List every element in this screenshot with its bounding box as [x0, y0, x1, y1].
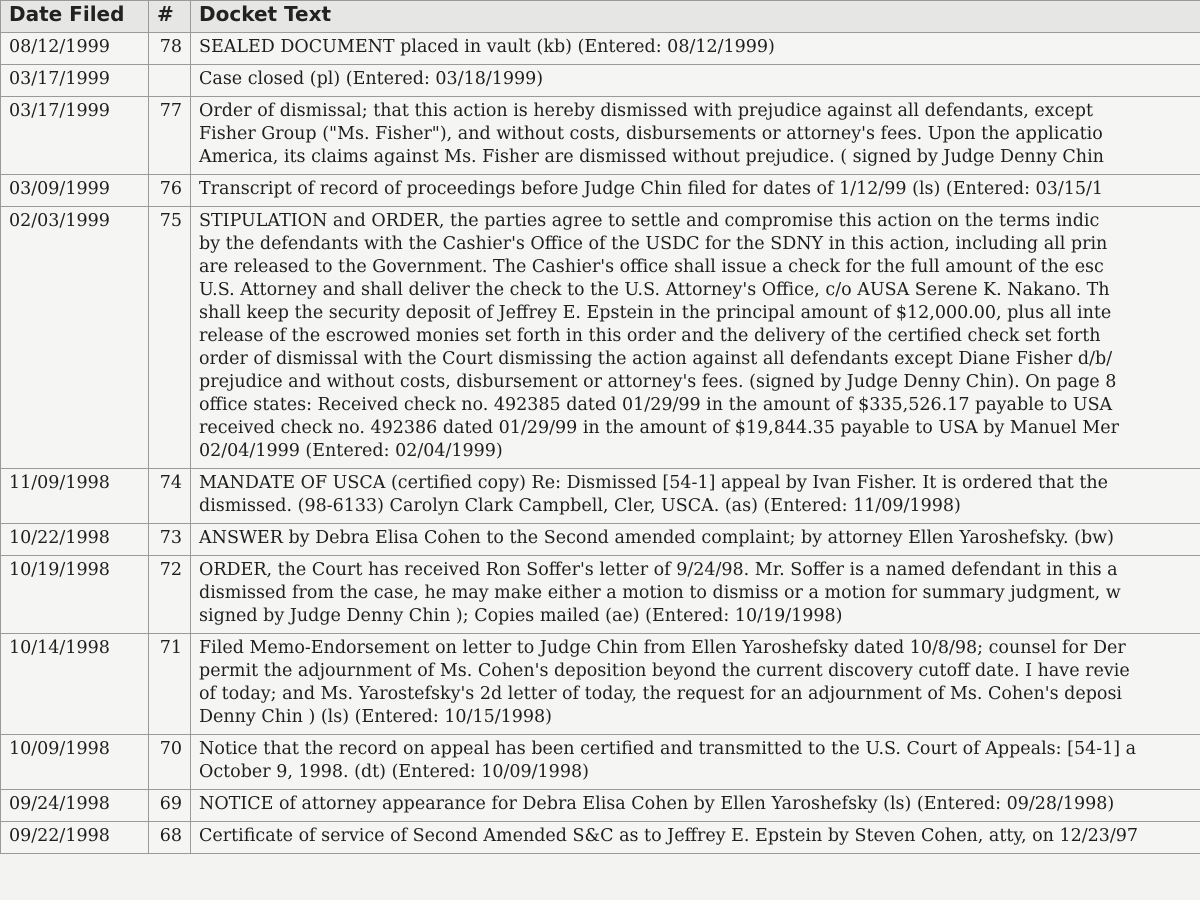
docket-text-cell — [191, 65, 1200, 97]
header-number: # — [149, 1, 191, 33]
docket-number-cell: 70 — [149, 735, 191, 790]
table-row — [1, 469, 1200, 524]
docket-number-cell: 77 — [149, 97, 191, 175]
docket-text-line: prejudice and without costs, disbursement or attorney's fees. (signed by Judge Denny Chin). On page 8 — [199, 372, 1117, 392]
docket-text-line: permit the adjournment of Ms. Cohen's deposition beyond the current discovery cutoff date. I have revie — [199, 661, 1130, 681]
docket-text-cell — [191, 524, 1200, 556]
date-filed-cell: 03/09/1999 — [1, 175, 149, 207]
docket-number-cell: 78 — [149, 33, 191, 65]
docket-text-line: Denny Chin ) (ls) (Entered: 10/15/1998) — [199, 707, 552, 727]
docket-text-line: Certificate of service of Second Amended S&C as to Jeffrey E. Epstein by Steven Cohen, atty, on 12/23/97 — [199, 826, 1139, 846]
docket-text-cell — [191, 556, 1200, 634]
docket-text-line: office states: Received check no. 492385 dated 01/29/99 in the amount of $335,526.17 payable to USA — [199, 395, 1113, 415]
docket-text-line: received check no. 492386 dated 01/29/99 in the amount of $19,844.35 payable to USA by Manuel Mer — [199, 418, 1119, 438]
table-row — [1, 735, 1200, 790]
docket-text-cell — [191, 822, 1200, 854]
docket-text-line: 02/04/1999 (Entered: 02/04/1999) — [199, 441, 503, 461]
date-filed-cell: 09/22/1998 — [1, 822, 149, 854]
date-filed-cell: 03/17/1999 — [1, 65, 149, 97]
table-row — [1, 634, 1200, 735]
docket-number-cell: 72 — [149, 556, 191, 634]
docket-text-line: MANDATE OF USCA (certified copy) Re: Dismissed [54-1] appeal by Ivan Fisher. It is ordered that the — [199, 473, 1108, 493]
docket-text-line: signed by Judge Denny Chin ); Copies mailed (ae) (Entered: 10/19/1998) — [199, 606, 843, 626]
docket-text-line: Notice that the record on appeal has been certified and transmitted to the U.S. Court of Appeals: [54-1] a — [199, 739, 1137, 759]
table-row — [1, 97, 1200, 175]
table-row — [1, 175, 1200, 207]
table-row — [1, 790, 1200, 822]
docket-text-line: ORDER, the Court has received Ron Soffer's letter of 9/24/98. Mr. Soffer is a named defendant in this a — [199, 560, 1118, 580]
docket-text-cell — [191, 735, 1200, 790]
docket-text-line: Filed Memo-Endorsement on letter to Judge Chin from Ellen Yaroshefsky dated 10/8/98; counsel for Der — [199, 638, 1126, 658]
header-row — [1, 1, 1200, 33]
table-row — [1, 33, 1200, 65]
date-filed-cell: 08/12/1999 — [1, 33, 149, 65]
date-filed-cell: 10/19/1998 — [1, 556, 149, 634]
docket-text-line: by the defendants with the Cashier's Office of the USDC for the SDNY in this action, including all prin — [199, 234, 1108, 254]
docket-text-cell — [191, 469, 1200, 524]
docket-text-line: order of dismissal with the Court dismissing the action against all defendants except Diane Fisher d/b/ — [199, 349, 1113, 369]
date-filed-cell: 03/17/1999 — [1, 97, 149, 175]
docket-number-cell: 76 — [149, 175, 191, 207]
docket-body — [1, 33, 1200, 854]
docket-text-cell — [191, 207, 1200, 469]
date-filed-cell: 02/03/1999 — [1, 207, 149, 469]
docket-text-line: Transcript of record of proceedings before Judge Chin filed for dates of 1/12/99 (ls) (Entered: 03/15/1 — [199, 179, 1104, 199]
docket-text-cell — [191, 175, 1200, 207]
date-filed-cell: 10/22/1998 — [1, 524, 149, 556]
docket-text-line: America, its claims against Ms. Fisher are dismissed without prejudice. ( signed by Judge Denny Chin — [199, 147, 1104, 167]
date-filed-cell: 10/14/1998 — [1, 634, 149, 735]
header-docket-text: Docket Text — [191, 1, 1200, 33]
table-row — [1, 207, 1200, 469]
docket-number-cell: 75 — [149, 207, 191, 469]
docket-text-cell — [191, 97, 1200, 175]
table-row — [1, 524, 1200, 556]
date-filed-cell: 11/09/1998 — [1, 469, 149, 524]
header-date-filed: Date Filed — [1, 1, 149, 33]
docket-text-line: of today; and Ms. Yarostefsky's 2d letter of today, the request for an adjournment of Ms. Cohen's deposi — [199, 684, 1123, 704]
docket-text-line: shall keep the security deposit of Jeffrey E. Epstein in the principal amount of $12,000.00, plus all inte — [199, 303, 1112, 323]
date-filed-cell: 10/09/1998 — [1, 735, 149, 790]
date-filed-cell: 09/24/1998 — [1, 790, 149, 822]
docket-text-line: SEALED DOCUMENT placed in vault (kb) (Entered: 08/12/1999) — [199, 37, 775, 57]
docket-text-line: ANSWER by Debra Elisa Cohen to the Second amended complaint; by attorney Ellen Yaroshefsky. (bw) — [199, 528, 1114, 548]
docket-text-line: U.S. Attorney and shall deliver the check to the U.S. Attorney's Office, c/o AUSA Serene K. Nakano. Th — [199, 280, 1110, 300]
docket-number-cell: 68 — [149, 822, 191, 854]
docket-text-line: Case closed (pl) (Entered: 03/18/1999) — [199, 69, 544, 89]
docket-number-cell: 69 — [149, 790, 191, 822]
docket-text-line: dismissed from the case, he may make either a motion to dismiss or a motion for summary judgment, w — [199, 583, 1121, 603]
docket-text-line: dismissed. (98-6133) Carolyn Clark Campbell, Cler, USCA. (as) (Entered: 11/09/1998) — [199, 496, 961, 516]
docket-text-line: October 9, 1998. (dt) (Entered: 10/09/1998) — [199, 762, 589, 782]
docket-text-line: release of the escrowed monies set forth in this order and the delivery of the certified check set forth — [199, 326, 1101, 346]
docket-number-cell: 74 — [149, 469, 191, 524]
docket-number-cell: 71 — [149, 634, 191, 735]
docket-text-cell — [191, 790, 1200, 822]
docket-text-line: are released to the Government. The Cashier's office shall issue a check for the full amount of the esc — [199, 257, 1104, 277]
docket-text-cell — [191, 634, 1200, 735]
docket-text-line: Fisher Group ("Ms. Fisher"), and without costs, disbursements or attorney's fees. Upon the applicatio — [199, 124, 1103, 144]
table-row — [1, 822, 1200, 854]
docket-number-cell: 73 — [149, 524, 191, 556]
table-row — [1, 556, 1200, 634]
docket-text-cell — [191, 33, 1200, 65]
table-row — [1, 65, 1200, 97]
docket-text-line: Order of dismissal; that this action is hereby dismissed with prejudice against all defendants, except — [199, 101, 1094, 121]
docket-text-line: STIPULATION and ORDER, the parties agree to settle and compromise this action on the terms indic — [199, 211, 1100, 231]
docket-number-cell — [149, 65, 191, 97]
docket-text-line: NOTICE of attorney appearance for Debra Elisa Cohen by Ellen Yaroshefsky (ls) (Entered: 09/28/1998) — [199, 794, 1115, 814]
